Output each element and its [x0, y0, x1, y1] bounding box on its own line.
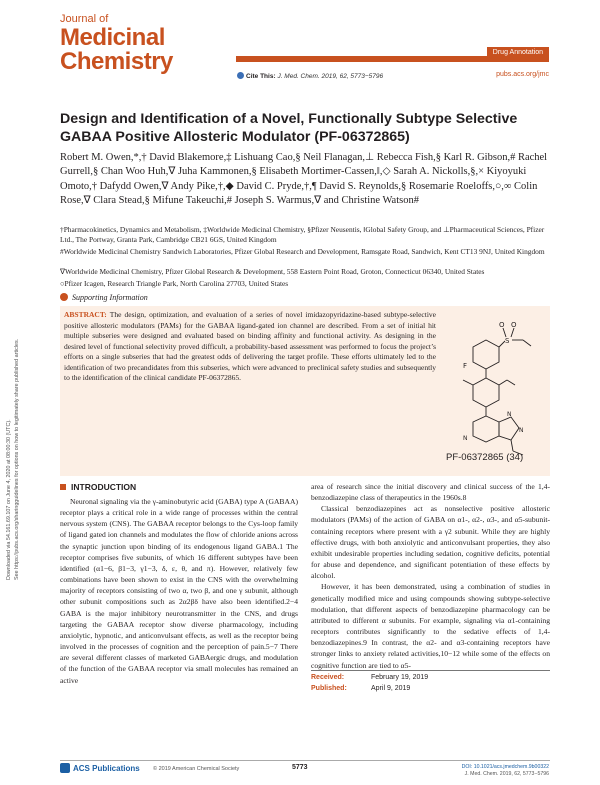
footer-citation: J. Med. Chem. 2019, 62, 5773−5796	[464, 771, 549, 777]
journal-name-line1: Journal of	[60, 13, 109, 25]
publisher-name: ACS Publications	[73, 764, 140, 773]
svg-text:S: S	[505, 337, 510, 345]
article-dates	[311, 670, 550, 694]
journal-logo	[60, 14, 210, 74]
left-column	[60, 496, 298, 686]
introduction-heading	[60, 482, 136, 492]
download-notice-line2: See https://pubs.acs.org/sharingguidelines for options on how to legitimately share published articles.	[14, 338, 20, 580]
published-date	[311, 684, 550, 695]
affiliation-2: #Worldwide Medicinal Chemistry Sandwich Laboratories, Pfizer Global Research and Development, Ramsgate Road, Sandwich, Kent CT13 9NJ, United Kingdom	[60, 247, 545, 256]
supporting-information-link[interactable]	[60, 293, 148, 302]
footer-rule	[60, 760, 550, 761]
intro-paragraph-1-continued: area of research since the initial discovery and clinical success of the 1,4-benzodiazepine class of therapeutics in the 1960s.8	[311, 482, 550, 503]
article-title: Design and Identification of a Novel, Functionally Subtype Selective GABAA Positive Allosteric Modulator (PF-06372865)	[60, 111, 518, 145]
doi-block	[462, 764, 549, 778]
download-notice-line1: Downloaded via 54.161.69.107 on June 4, 2020 at 08:00:30 (UTC).	[6, 419, 12, 580]
page-number: 5773	[292, 764, 308, 771]
journal-name-line2: Medicinal	[60, 24, 165, 51]
published-label: Published:	[311, 684, 347, 692]
section-marker-icon	[60, 484, 66, 490]
svg-text:N: N	[519, 427, 524, 434]
affiliation-1: †Pharmacokinetics, Dynamics and Metabolism, ‡Worldwide Medicinal Chemistry, §Pfizer Neusentis, ‖Global Safety Group, and ⊥Pharmaceutical Sciences, Pfizer Ltd., The Portway, Granta Park, Cambridge CB21 6GS, United Kingdom	[60, 225, 545, 245]
published-value: April 9, 2019	[371, 684, 411, 692]
svg-text:N: N	[507, 411, 512, 418]
abstract-text: The design, optimization, and evaluation of a series of novel imidazopyridazine-based subtype-selective positive allosteric modulators (PAMs) for the GABAA ligand-gated ion channel are described. From a set of initial hit multiple subseries were designed and evaluated based on binding affinity and functional activity. As designing in the desired level of functional selectivity proved difficult, a probability-based assessment was performed to focus the project’s efforts on a single subseries that had the greatest odds of delivering the target profile. These efforts ultimately led to the identification of two precandidates from this subseries, which were advanced to preclinical safety studies and subsequently to the identification of the clinical candidate PF-06372865.	[64, 310, 436, 382]
svg-text:N: N	[463, 435, 468, 442]
svg-text:O: O	[511, 321, 517, 329]
compound-label: PF-06372865 (34)	[446, 452, 524, 463]
download-notice	[6, 240, 18, 580]
supporting-info-icon	[60, 293, 68, 301]
abstract-label: ABSTRACT:	[64, 310, 107, 319]
introduction-heading-text: INTRODUCTION	[71, 482, 137, 492]
copyright: © 2019 American Chemical Society	[153, 766, 240, 772]
abstract	[64, 310, 436, 384]
cite-this[interactable]	[237, 72, 383, 80]
received-date	[311, 673, 550, 684]
journal-name-line3: Chemistry	[60, 48, 173, 75]
journal-url[interactable]: pubs.acs.org/jmc	[496, 71, 549, 78]
svg-text:F: F	[463, 362, 468, 370]
intro-paragraph-3: However, it has been demonstrated, using a combination of studies in genetically modified mice and using compounds showing subtype-selective modulation, that different aspects of benzodiazepine pharmacology can be attributed to different α subunits. For example, signaling via α1-containing receptors contributes significantly to the sedative effects of 1,4-benzodiazepines.9 In contrast, the α2- and α3-containing receptors have stronger links to anxiety related activities,10−12 while some of the effects on cognitive function are tied to α5-	[311, 582, 550, 670]
cite-label: Cite This:	[246, 73, 276, 80]
supporting-info-label: Supporting Information	[72, 293, 148, 302]
toc-structure-graphic	[441, 318, 541, 468]
cite-text: J. Med. Chem. 2019, 62, 5773−5796	[277, 73, 384, 80]
cite-icon	[237, 72, 244, 79]
received-label: Received:	[311, 674, 345, 681]
svg-text:O: O	[499, 321, 505, 329]
header-rule	[236, 56, 549, 62]
article-type-badge: Drug Annotation	[487, 47, 549, 58]
acs-logo-icon	[60, 763, 70, 773]
received-value: February 19, 2019	[371, 674, 429, 681]
intro-paragraph-2: Classical benzodiazepines act as nonselective positive allosteric modulators (PAMs) of the action of GABA on α1-, α2-, α3-, and α5-subunit-containing receptors where present with a γ2 subunit. While they are highly effective drugs, with both anxiolytic and anticonvulsant properties, they also exhibit undesirable properties including sedation, cognitive deficits, potential for abuse and dependence, and significant potentiation of these effects by alcohol.	[311, 504, 550, 581]
acs-publications-logo	[60, 763, 140, 773]
intro-paragraph-1: Neuronal signaling via the γ-aminobutyric acid (GABA) type A (GABAA) receptor plays a critical role in a wide range of processes within the central nervous system (CNS). The GABAA receptor belongs to the Cys-loop family of ligand gated ion channels and modulates the flow of chloride anions across the synaptic junction upon binding of its endogenous ligand GABA.1 The receptor comprises five subunits, of which 16 different subtypes have been identified (α1−6, β1−3, γ1−3, δ, ε, θ, and π). However, relatively few combinations have been shown to exist in the CNS with the overwhelming majority of receptors consisting of two α, two β, and one γ subunit, although other subunit compositions such as 2α2βδ have also been identified.2−4 GABA is the major inhibitory neurotransmitter in the CNS, and drugs targeting the GABAA receptor show diverse pharmacology, including anxiolytic, hypnotic, and anticonvulsant effects, as well as the receptor being involved in the processes of cognition and the perception of pain.5−7 There are several different classes of marketed GABAergic drugs, and modulation of the function of the GABAA receptor via small molecules has remained an active	[60, 497, 298, 685]
affiliation-3: ∇Worldwide Medicinal Chemistry, Pfizer Global Research & Development, 558 Eastern Point Road, Groton, Connecticut 06340, United States	[60, 267, 485, 276]
author-list: Robert M. Owen,*,† David Blakemore,‡ Lishuang Cao,§ Neil Flanagan,⊥ Rebecca Fish,§ Karl R. Gibson,# Rachel Gurrell,§ Chan Woo Huh,∇ Juha Kammonen,§ Elisabeth Mortimer-Cassen,‖,◇ Sarah A. Nickolls,§,× Kiyoyuki Omoto,† Dafydd Owen,∇ Andy Pike,†,◆ David C. Pryde,†,¶ David S. Reynolds,§ Rosemarie Roeloffs,○,∞ Colin Rose,∇ Clara Stead,§ Mifune Takeuchi,# Joseph S. Warmus,∇ and Christine Watson#	[60, 152, 548, 207]
affiliation-4: ○Pfizer Icagen, Research Triangle Park, North Carolina 27703, United States	[60, 279, 289, 288]
right-column	[311, 481, 550, 671]
doi-link[interactable]: DOI: 10.1021/acs.jmedchem.9b00322	[461, 764, 549, 770]
